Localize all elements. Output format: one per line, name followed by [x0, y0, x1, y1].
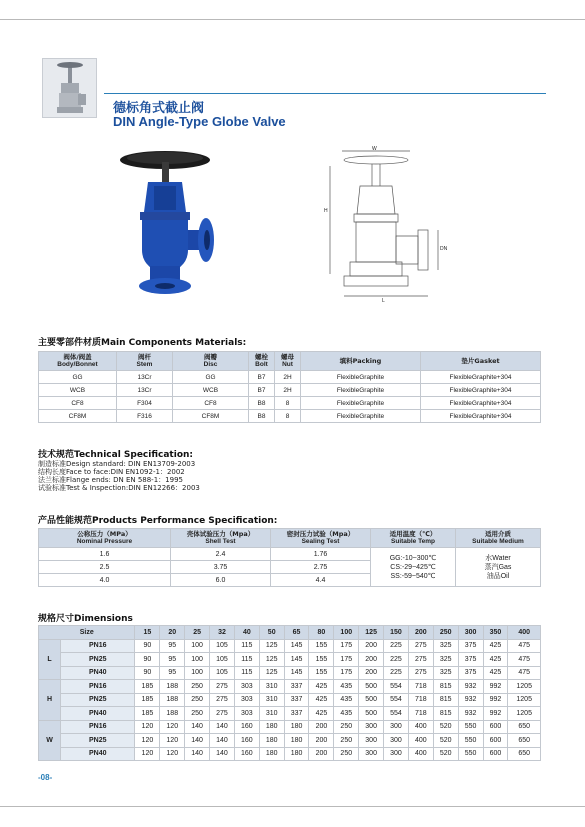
col-packing: 填料Packing [301, 352, 421, 371]
cell: 932 [458, 693, 483, 707]
cell: 425 [483, 639, 508, 653]
technical-heading: 技术规范Technical Specification: [38, 450, 194, 460]
cell: 120 [135, 720, 160, 734]
cell: 310 [259, 693, 284, 707]
cell: 932 [458, 680, 483, 694]
cell: 1.76 [271, 548, 371, 561]
cell: 550 [458, 734, 483, 748]
size-header: 65 [284, 626, 309, 640]
cell: 425 [483, 653, 508, 667]
cell: 180 [259, 747, 284, 761]
cell: 100 [185, 639, 210, 653]
cell: 188 [160, 680, 185, 694]
cell: 2.4 [171, 548, 271, 561]
pressure-class: PN16 [61, 720, 135, 734]
cell: 200 [359, 653, 384, 667]
spec-line: 结构长度Face to face:DIN EN1092-1：2002 [38, 468, 185, 476]
size-header: 25 [185, 626, 210, 640]
col-shell: 壳体试验压力（Mpa） Shell Test [171, 529, 271, 548]
cell: FlexibleGraphite+304 [421, 410, 541, 423]
cell: 90 [135, 639, 160, 653]
pressure-class: PN40 [61, 666, 135, 680]
cell: 8 [275, 397, 301, 410]
cell: 300 [359, 734, 384, 748]
cell: 815 [433, 680, 458, 694]
cell: 95 [160, 653, 185, 667]
cell: 145 [284, 666, 309, 680]
cell: 155 [309, 653, 334, 667]
cell: 140 [210, 747, 235, 761]
cell: CF8 [173, 397, 249, 410]
cell: 155 [309, 666, 334, 680]
cell: 1.6 [39, 548, 171, 561]
cell: 600 [483, 720, 508, 734]
medium-cell [456, 548, 541, 587]
cell: 175 [334, 653, 359, 667]
cell: 4.0 [39, 574, 171, 587]
cell: WCB [173, 384, 249, 397]
size-header: 15 [135, 626, 160, 640]
cell: 1205 [508, 693, 541, 707]
cell: 140 [185, 720, 210, 734]
pressure-class: PN40 [61, 747, 135, 761]
medium-line: 蒸汽Gas [484, 563, 512, 571]
cell: 520 [433, 734, 458, 748]
table-row [39, 693, 541, 707]
cell: 275 [408, 639, 433, 653]
col-sealing: 密封压力试验（Mpa） Sealing Test [271, 529, 371, 548]
cell: 180 [284, 720, 309, 734]
cell: 175 [334, 666, 359, 680]
size-header: 150 [384, 626, 409, 640]
spec-line: 制造标准Design standard: DIN EN13709-2003 [38, 460, 196, 468]
cell: 600 [483, 734, 508, 748]
cell: 160 [234, 734, 259, 748]
temp-line: SS:-59~540℃ [390, 572, 436, 580]
cell: 2H [275, 384, 301, 397]
cell: 250 [334, 747, 359, 761]
cell: 100 [185, 666, 210, 680]
size-header: 200 [408, 626, 433, 640]
cell: 337 [284, 693, 309, 707]
pressure-class: PN16 [61, 680, 135, 694]
materials-heading: 主要零部件材质Main Components Materials: [38, 338, 247, 348]
cell: 425 [309, 707, 334, 721]
dimension-group-label: L [39, 639, 61, 680]
cell: 375 [458, 639, 483, 653]
dimension-group-label: W [39, 720, 61, 761]
cell: 435 [334, 680, 359, 694]
cell: 815 [433, 693, 458, 707]
medium-line: 水Water [485, 554, 511, 562]
title-rule [104, 93, 546, 94]
cell: 275 [408, 653, 433, 667]
cell: 140 [185, 747, 210, 761]
cell: 4.4 [271, 574, 371, 587]
dimensions-heading: 规格尺寸Dimensions [38, 614, 133, 624]
pressure-class: PN16 [61, 639, 135, 653]
dim-label-h: H [324, 208, 328, 214]
technical-spec-list [38, 460, 200, 492]
cell: WCB [39, 384, 117, 397]
cell: 475 [508, 666, 541, 680]
col-disc: 阀瓣 Disc [173, 352, 249, 371]
size-header: 350 [483, 626, 508, 640]
dimension-drawing [320, 146, 470, 321]
cell: CF8 [39, 397, 117, 410]
cell: 6.0 [171, 574, 271, 587]
cell: 425 [309, 693, 334, 707]
size-header: 20 [160, 626, 185, 640]
cell: F316 [117, 410, 173, 423]
cell: 185 [135, 707, 160, 721]
temp-line: GG:-10~300℃ [389, 554, 437, 562]
pressure-class: PN25 [61, 734, 135, 748]
cell: 160 [234, 747, 259, 761]
cell: 125 [259, 666, 284, 680]
cell: 992 [483, 707, 508, 721]
cell: 375 [458, 666, 483, 680]
cell: 2H [275, 371, 301, 384]
cell: 120 [160, 747, 185, 761]
cell: 125 [259, 653, 284, 667]
cell: 550 [458, 720, 483, 734]
cell: B8 [249, 397, 275, 410]
cell: FlexibleGraphite [301, 397, 421, 410]
cell: 325 [433, 639, 458, 653]
cell: 90 [135, 666, 160, 680]
pressure-class: PN25 [61, 693, 135, 707]
bottom-rule [0, 806, 585, 807]
size-header: 125 [359, 626, 384, 640]
size-header: 32 [210, 626, 235, 640]
col-bolt: 螺栓 Bolt [249, 352, 275, 371]
cell: 435 [334, 693, 359, 707]
cell: 475 [508, 639, 541, 653]
table-row [39, 639, 541, 653]
cell: 160 [234, 720, 259, 734]
cell: F304 [117, 397, 173, 410]
page-number: -08- [38, 773, 53, 782]
cell: 500 [359, 707, 384, 721]
cell: 500 [359, 693, 384, 707]
cell: GG [173, 371, 249, 384]
cell: 105 [210, 653, 235, 667]
cell: 250 [185, 680, 210, 694]
size-header: 40 [234, 626, 259, 640]
cell: GG [39, 371, 117, 384]
cell: 425 [483, 666, 508, 680]
cell: 250 [185, 707, 210, 721]
cell: 115 [234, 639, 259, 653]
cell: 180 [259, 734, 284, 748]
cell: 180 [284, 747, 309, 761]
cell: 300 [384, 734, 409, 748]
cell: B7 [249, 371, 275, 384]
cell: 275 [210, 680, 235, 694]
col-temp: 适用温度（℃） Suitable Temp [371, 529, 456, 548]
cell: 100 [185, 653, 210, 667]
table-row [39, 384, 541, 397]
cell: 550 [458, 747, 483, 761]
cell: 120 [135, 734, 160, 748]
cell: FlexibleGraphite+304 [421, 384, 541, 397]
cell: 554 [384, 707, 409, 721]
table-row [39, 653, 541, 667]
cell: 300 [359, 747, 384, 761]
cell: 932 [458, 707, 483, 721]
size-header: 50 [259, 626, 284, 640]
dimensions-table [38, 625, 541, 761]
cell: 400 [408, 734, 433, 748]
cell: 250 [185, 693, 210, 707]
table-row [39, 747, 541, 761]
page-title-en: DIN Angle-Type Globe Valve [113, 114, 286, 129]
cell: 1205 [508, 707, 541, 721]
size-header: 250 [433, 626, 458, 640]
cell: 554 [384, 680, 409, 694]
table-row [39, 371, 541, 384]
table-row [39, 410, 541, 423]
cell: 600 [483, 747, 508, 761]
cell: 225 [384, 639, 409, 653]
cell: 650 [508, 734, 541, 748]
cell: 225 [384, 653, 409, 667]
cell: 1205 [508, 680, 541, 694]
cell: 337 [284, 707, 309, 721]
cell: 300 [359, 720, 384, 734]
cell: 140 [210, 734, 235, 748]
cell: 275 [408, 666, 433, 680]
cell: 145 [284, 653, 309, 667]
cell: 200 [359, 639, 384, 653]
cell: 400 [408, 720, 433, 734]
cell: FlexibleGraphite+304 [421, 371, 541, 384]
cell: 300 [384, 747, 409, 761]
cell: 325 [433, 666, 458, 680]
cell: 310 [259, 680, 284, 694]
cell: 175 [334, 639, 359, 653]
cell: 275 [210, 693, 235, 707]
materials-table [38, 351, 541, 423]
cell: 8 [275, 410, 301, 423]
cell: 718 [408, 693, 433, 707]
cell: 310 [259, 707, 284, 721]
cell: B8 [249, 410, 275, 423]
cell: 500 [359, 680, 384, 694]
dim-label-w: W [372, 146, 377, 152]
cell: 250 [334, 734, 359, 748]
cell: 90 [135, 653, 160, 667]
col-nut: 螺母 Nut [275, 352, 301, 371]
spec-line: 法兰标准Flange ends: DN EN 588-1：1995 [38, 476, 183, 484]
cell: 375 [458, 653, 483, 667]
cell: 300 [384, 720, 409, 734]
cell: 180 [284, 734, 309, 748]
cell: 325 [433, 653, 458, 667]
cell: FlexibleGraphite [301, 410, 421, 423]
dimension-group-label: H [39, 680, 61, 721]
pressure-class: PN40 [61, 707, 135, 721]
table-row [39, 734, 541, 748]
cell: CF8M [39, 410, 117, 423]
cell: B7 [249, 384, 275, 397]
cell: 303 [234, 707, 259, 721]
cell: 105 [210, 639, 235, 653]
size-header: 300 [458, 626, 483, 640]
cell: 303 [234, 680, 259, 694]
col-stem: 阀杆 Stem [117, 352, 173, 371]
table-row [39, 707, 541, 721]
cell: 200 [359, 666, 384, 680]
pressure-class: PN25 [61, 653, 135, 667]
cell: 650 [508, 720, 541, 734]
cell: FlexibleGraphite [301, 384, 421, 397]
cell: CF8M [173, 410, 249, 423]
dimensions-header-row [39, 626, 541, 640]
cell: 815 [433, 707, 458, 721]
cell: 992 [483, 693, 508, 707]
cell: 275 [210, 707, 235, 721]
product-thumbnail [42, 58, 97, 118]
cell: 303 [234, 693, 259, 707]
cell: 650 [508, 747, 541, 761]
cell: 200 [309, 747, 334, 761]
cell: 188 [160, 707, 185, 721]
cell: 120 [160, 720, 185, 734]
cell: 13Cr [117, 371, 173, 384]
cell: 225 [384, 666, 409, 680]
dim-label-dn: DN [440, 246, 448, 252]
cell: 554 [384, 693, 409, 707]
cell: 13Cr [117, 384, 173, 397]
cell: 425 [309, 680, 334, 694]
cell: 120 [135, 747, 160, 761]
table-row [39, 680, 541, 694]
cell: 718 [408, 707, 433, 721]
performance-heading: 产品性能规范Products Performance Specification: [38, 516, 278, 526]
valve-photo [110, 146, 240, 316]
cell: 115 [234, 666, 259, 680]
cell: 185 [135, 680, 160, 694]
performance-header-row [39, 529, 541, 548]
top-rule [0, 19, 585, 20]
cell: 475 [508, 653, 541, 667]
table-row [39, 720, 541, 734]
cell: 95 [160, 666, 185, 680]
table-row [39, 397, 541, 410]
cell: 140 [185, 734, 210, 748]
cell: 188 [160, 693, 185, 707]
performance-table [38, 528, 541, 587]
cell: 200 [309, 720, 334, 734]
page-title-zh: 德标角式截止阀 [113, 101, 205, 116]
cell: FlexibleGraphite+304 [421, 397, 541, 410]
cell: 125 [259, 639, 284, 653]
cell: 2.5 [39, 561, 171, 574]
cell: 155 [309, 639, 334, 653]
col-medium: 适用介质 Suitable Medium [456, 529, 541, 548]
col-nominal: 公称压力（MPa） Nominal Pressure [39, 529, 171, 548]
cell: 400 [408, 747, 433, 761]
size-header: 400 [508, 626, 541, 640]
cell: 520 [433, 720, 458, 734]
table-row [39, 548, 541, 561]
cell: 520 [433, 747, 458, 761]
size-label: Size [39, 626, 135, 640]
cell: 250 [334, 720, 359, 734]
cell: 145 [284, 639, 309, 653]
materials-header-row [39, 352, 541, 371]
cell: 180 [259, 720, 284, 734]
cell: 120 [160, 734, 185, 748]
size-header: 80 [309, 626, 334, 640]
cell: 992 [483, 680, 508, 694]
cell: 337 [284, 680, 309, 694]
cell: 200 [309, 734, 334, 748]
cell: 105 [210, 666, 235, 680]
col-gasket: 垫片Gasket [421, 352, 541, 371]
table-row [39, 666, 541, 680]
spec-line: 试验标准Test & Inspection:DIN EN12266：2003 [38, 484, 200, 492]
cell: 95 [160, 639, 185, 653]
cell: 435 [334, 707, 359, 721]
cell: FlexibleGraphite [301, 371, 421, 384]
temp-line: CS:-29~425℃ [390, 563, 436, 571]
cell: 3.75 [171, 561, 271, 574]
cell: 185 [135, 693, 160, 707]
size-header: 100 [334, 626, 359, 640]
cell: 115 [234, 653, 259, 667]
medium-line: 油品Oil [486, 572, 510, 580]
cell: 140 [210, 720, 235, 734]
col-body: 阀体/阀盖 Body/Bonnet [39, 352, 117, 371]
cell: 2.75 [271, 561, 371, 574]
cell: 718 [408, 680, 433, 694]
temp-cell [371, 548, 456, 587]
dim-label-l: L [382, 298, 385, 304]
